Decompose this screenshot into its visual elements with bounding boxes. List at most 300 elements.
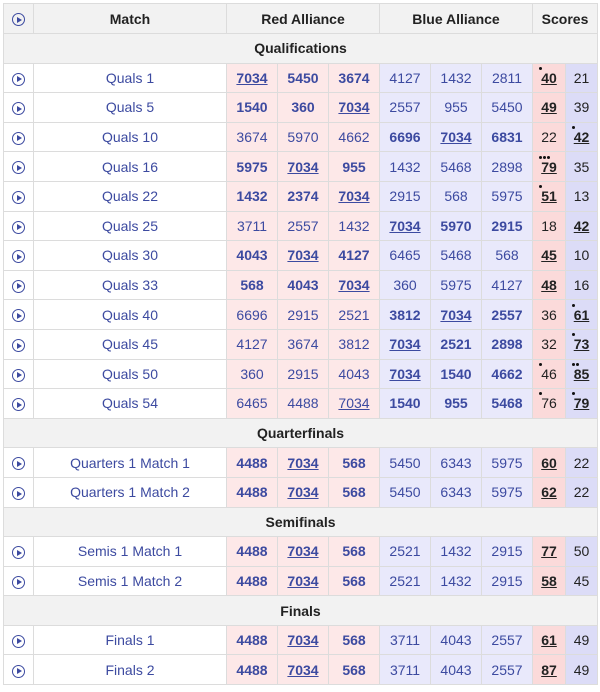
team-number-link[interactable]: 4488 bbox=[287, 395, 319, 412]
red-score: 18 bbox=[541, 217, 557, 234]
red-score: 76 bbox=[541, 395, 557, 411]
red-score: 60 bbox=[541, 454, 557, 471]
match-name-link[interactable]: Quals 30 bbox=[34, 241, 227, 271]
play-cell[interactable] bbox=[4, 655, 34, 685]
team-number-link[interactable]: 7034 bbox=[287, 247, 319, 264]
red-team-cell bbox=[329, 477, 380, 507]
red-team-cell bbox=[278, 477, 329, 507]
match-name-link[interactable]: Quals 45 bbox=[34, 329, 227, 359]
play-circle-icon[interactable] bbox=[12, 250, 25, 263]
team-number-link[interactable]: 5468 bbox=[440, 247, 472, 264]
red-team-cell bbox=[278, 329, 329, 359]
team-number-link[interactable]: 568 bbox=[240, 277, 264, 294]
team-number-link[interactable]: 4662 bbox=[491, 365, 523, 382]
table-header-row bbox=[4, 4, 598, 34]
blue-score-cell bbox=[566, 181, 598, 211]
red-score-cell bbox=[533, 448, 566, 478]
team-number-link[interactable]: 7034 bbox=[440, 306, 472, 323]
team-number-link[interactable]: 1432 bbox=[389, 158, 421, 175]
blue-team-cell bbox=[482, 329, 533, 359]
table-row bbox=[4, 300, 598, 330]
play-cell[interactable] bbox=[4, 181, 34, 211]
team-number-link[interactable]: 2521 bbox=[338, 306, 370, 323]
team-number-link[interactable]: 6343 bbox=[440, 454, 472, 471]
team-number-link[interactable]: 4488 bbox=[236, 572, 268, 589]
play-circle-icon[interactable] bbox=[12, 457, 25, 470]
play-cell[interactable] bbox=[4, 152, 34, 182]
red-score: 61 bbox=[541, 632, 557, 649]
blue-team-cell bbox=[431, 300, 482, 330]
team-number-link[interactable]: 568 bbox=[342, 661, 366, 678]
red-team-cell bbox=[329, 122, 380, 152]
team-number-link[interactable]: 2811 bbox=[491, 69, 523, 86]
red-score: 49 bbox=[541, 99, 557, 116]
team-number-link[interactable]: 3711 bbox=[236, 217, 268, 234]
team-number-link[interactable]: 6465 bbox=[236, 395, 268, 412]
team-number-link[interactable]: 2915 bbox=[389, 188, 421, 205]
play-circle-icon[interactable] bbox=[12, 73, 25, 86]
red-score-cell bbox=[533, 537, 566, 567]
match-name-link[interactable]: Quals 10 bbox=[34, 122, 227, 152]
play-cell[interactable] bbox=[4, 329, 34, 359]
match-name-link[interactable]: Quals 5 bbox=[34, 93, 227, 123]
team-number-link[interactable]: 568 bbox=[495, 247, 519, 264]
blue-team-cell bbox=[380, 241, 431, 271]
play-circle-icon[interactable] bbox=[12, 309, 25, 322]
team-number-link[interactable]: 5970 bbox=[440, 217, 472, 234]
blue-score-cell bbox=[566, 122, 598, 152]
red-score-cell bbox=[533, 122, 566, 152]
team-number-link[interactable]: 955 bbox=[444, 395, 468, 412]
play-circle-icon[interactable] bbox=[12, 369, 25, 382]
blue-score: 22 bbox=[573, 484, 590, 501]
indicator-dot bbox=[572, 392, 575, 395]
team-number-link[interactable]: 1432 bbox=[440, 572, 472, 589]
blue-score: 42 bbox=[573, 217, 590, 234]
header-match: Match bbox=[34, 4, 227, 34]
match-name-link[interactable]: Semis 1 Match 2 bbox=[34, 566, 227, 596]
team-number-link[interactable]: 5975 bbox=[491, 484, 523, 501]
play-circle-icon[interactable] bbox=[12, 339, 25, 352]
match-name-link[interactable]: Quarters 1 Match 1 bbox=[34, 448, 227, 478]
team-number-link[interactable]: 7034 bbox=[338, 395, 370, 412]
red-score: 32 bbox=[541, 336, 557, 353]
play-cell[interactable] bbox=[4, 566, 34, 596]
team-number-link[interactable]: 1432 bbox=[440, 543, 472, 560]
team-number-link[interactable]: 4127 bbox=[236, 336, 268, 353]
table-row bbox=[4, 181, 598, 211]
team-number-link[interactable]: 3812 bbox=[389, 306, 421, 323]
table-row bbox=[4, 93, 598, 123]
blue-score-cell bbox=[566, 448, 598, 478]
blue-team-cell bbox=[482, 241, 533, 271]
team-number-link[interactable]: 4127 bbox=[491, 277, 523, 294]
blue-team-cell bbox=[431, 93, 482, 123]
red-team-cell bbox=[227, 477, 278, 507]
team-number-link[interactable]: 2521 bbox=[389, 572, 421, 589]
blue-team-cell bbox=[431, 63, 482, 93]
team-number-link[interactable]: 5450 bbox=[287, 69, 319, 86]
blue-score: 42 bbox=[574, 129, 590, 145]
team-number-link[interactable]: 5975 bbox=[491, 188, 523, 205]
blue-score: 35 bbox=[573, 158, 590, 175]
team-number-link[interactable]: 2557 bbox=[491, 632, 523, 649]
blue-team-cell bbox=[380, 300, 431, 330]
team-number-link[interactable]: 7034 bbox=[287, 572, 319, 589]
blue-score: 73 bbox=[574, 336, 590, 352]
team-number-link[interactable]: 1432 bbox=[236, 188, 268, 205]
team-number-link[interactable]: 7034 bbox=[389, 365, 421, 382]
play-circle-icon[interactable] bbox=[12, 546, 25, 559]
play-circle-icon[interactable] bbox=[12, 161, 25, 174]
team-number-link[interactable]: 4127 bbox=[338, 247, 370, 264]
team-number-link[interactable]: 3674 bbox=[236, 129, 268, 146]
blue-team-cell bbox=[482, 655, 533, 685]
team-number-link[interactable]: 4488 bbox=[236, 543, 268, 560]
team-number-link[interactable]: 5975 bbox=[236, 158, 268, 175]
blue-score: 85 bbox=[574, 366, 590, 382]
blue-score-cell bbox=[566, 566, 598, 596]
blue-team-cell bbox=[380, 537, 431, 567]
team-number-link[interactable]: 2898 bbox=[491, 336, 523, 353]
red-score-cell bbox=[533, 477, 566, 507]
table-row bbox=[4, 152, 598, 182]
indicator-dot bbox=[543, 156, 546, 159]
team-number-link[interactable]: 6465 bbox=[389, 247, 421, 264]
team-number-link[interactable]: 360 bbox=[291, 99, 315, 116]
play-circle-icon[interactable] bbox=[12, 665, 25, 678]
team-number-link[interactable]: 5450 bbox=[389, 454, 421, 471]
team-number-link[interactable]: 2521 bbox=[389, 543, 421, 560]
red-team-cell bbox=[227, 359, 278, 389]
blue-team-cell bbox=[431, 655, 482, 685]
red-team-cell bbox=[227, 448, 278, 478]
match-name-link[interactable]: Quarters 1 Match 2 bbox=[34, 477, 227, 507]
red-team-cell bbox=[329, 300, 380, 330]
team-number-link[interactable]: 2915 bbox=[287, 365, 319, 382]
blue-team-cell bbox=[431, 477, 482, 507]
match-name-link[interactable]: Quals 16 bbox=[34, 152, 227, 182]
red-score: 58 bbox=[541, 572, 557, 589]
team-number-link[interactable]: 955 bbox=[444, 99, 468, 116]
team-number-link[interactable]: 4488 bbox=[236, 632, 268, 649]
blue-score: 45 bbox=[573, 572, 590, 589]
blue-team-cell bbox=[431, 625, 482, 655]
team-number-link[interactable]: 4043 bbox=[440, 661, 472, 678]
table-row bbox=[4, 359, 598, 389]
blue-score: 10 bbox=[573, 247, 590, 264]
red-team-cell bbox=[329, 359, 380, 389]
red-team-cell bbox=[329, 63, 380, 93]
team-number-link[interactable]: 7034 bbox=[389, 217, 421, 234]
blue-team-cell bbox=[380, 359, 431, 389]
red-team-cell bbox=[329, 211, 380, 241]
blue-score-cell bbox=[566, 93, 598, 123]
blue-score: 61 bbox=[574, 307, 590, 323]
team-number-link[interactable]: 5975 bbox=[491, 454, 523, 471]
blue-team-cell bbox=[380, 270, 431, 300]
team-number-link[interactable]: 4043 bbox=[440, 632, 472, 649]
table-row bbox=[4, 477, 598, 507]
team-number-link[interactable]: 360 bbox=[393, 277, 417, 294]
table-row bbox=[4, 566, 598, 596]
play-cell[interactable] bbox=[4, 63, 34, 93]
team-number-link[interactable]: 568 bbox=[342, 484, 366, 501]
blue-team-cell bbox=[380, 448, 431, 478]
team-number-link[interactable]: 7034 bbox=[389, 336, 421, 353]
match-name-link[interactable]: Quals 22 bbox=[34, 181, 227, 211]
team-number-link[interactable]: 3812 bbox=[338, 336, 370, 353]
team-number-link[interactable]: 2557 bbox=[389, 99, 421, 116]
play-cell[interactable] bbox=[4, 359, 34, 389]
blue-team-cell bbox=[431, 537, 482, 567]
red-score: 51 bbox=[541, 188, 557, 204]
team-number-link[interactable]: 7034 bbox=[287, 661, 319, 678]
play-circle-icon[interactable] bbox=[12, 221, 25, 234]
blue-team-cell bbox=[431, 152, 482, 182]
play-cell[interactable] bbox=[4, 270, 34, 300]
blue-team-cell bbox=[431, 448, 482, 478]
red-team-cell bbox=[329, 448, 380, 478]
blue-score-cell bbox=[566, 152, 598, 182]
table-row bbox=[4, 211, 598, 241]
team-number-link[interactable]: 7034 bbox=[338, 277, 370, 294]
team-number-link[interactable]: 2915 bbox=[491, 543, 523, 560]
team-number-link[interactable]: 5975 bbox=[440, 277, 472, 294]
team-number-link[interactable]: 2557 bbox=[491, 661, 523, 678]
table-row bbox=[4, 270, 598, 300]
red-team-cell bbox=[227, 270, 278, 300]
red-team-cell bbox=[278, 359, 329, 389]
team-number-link[interactable]: 1540 bbox=[236, 99, 268, 116]
team-number-link[interactable]: 2915 bbox=[491, 572, 523, 589]
play-cell[interactable] bbox=[4, 625, 34, 655]
team-number-link[interactable]: 3711 bbox=[389, 661, 421, 678]
play-cell[interactable] bbox=[4, 122, 34, 152]
play-circle-icon[interactable] bbox=[12, 635, 25, 648]
match-name-link[interactable]: Quals 54 bbox=[34, 389, 227, 419]
team-number-link[interactable]: 4488 bbox=[236, 454, 268, 471]
match-name-link[interactable]: Quals 50 bbox=[34, 359, 227, 389]
blue-team-cell bbox=[482, 152, 533, 182]
blue-score-cell bbox=[566, 537, 598, 567]
section-title: Quarterfinals bbox=[4, 418, 598, 448]
blue-score: 13 bbox=[573, 188, 590, 205]
play-cell[interactable] bbox=[4, 448, 34, 478]
team-number-link[interactable]: 7034 bbox=[236, 69, 268, 86]
red-team-cell bbox=[227, 389, 278, 419]
team-number-link[interactable]: 568 bbox=[342, 543, 366, 560]
team-number-link[interactable]: 360 bbox=[240, 365, 264, 382]
team-number-link[interactable]: 4043 bbox=[338, 365, 370, 382]
team-number-link[interactable]: 2557 bbox=[287, 217, 319, 234]
table-row bbox=[4, 122, 598, 152]
team-number-link[interactable]: 5450 bbox=[491, 99, 523, 116]
red-score-cell bbox=[533, 181, 566, 211]
team-number-link[interactable]: 2374 bbox=[287, 188, 319, 205]
team-number-link[interactable]: 955 bbox=[342, 158, 366, 175]
team-number-link[interactable]: 5970 bbox=[287, 129, 319, 146]
blue-score-cell bbox=[566, 329, 598, 359]
play-circle-icon[interactable] bbox=[12, 132, 25, 145]
play-cell[interactable] bbox=[4, 211, 34, 241]
team-number-link[interactable]: 3711 bbox=[389, 632, 421, 649]
red-score: 48 bbox=[541, 277, 557, 294]
red-team-cell bbox=[278, 122, 329, 152]
play-circle-icon[interactable] bbox=[12, 576, 25, 589]
match-name-link[interactable]: Finals 1 bbox=[34, 625, 227, 655]
blue-team-cell bbox=[380, 211, 431, 241]
team-number-link[interactable]: 4662 bbox=[338, 129, 370, 146]
red-team-cell bbox=[278, 93, 329, 123]
team-number-link[interactable]: 568 bbox=[342, 632, 366, 649]
team-number-link[interactable]: 2915 bbox=[491, 217, 523, 234]
blue-team-cell bbox=[380, 329, 431, 359]
blue-score: 16 bbox=[573, 277, 590, 294]
play-circle-icon[interactable] bbox=[12, 102, 25, 115]
red-team-cell bbox=[278, 566, 329, 596]
red-score-cell bbox=[533, 625, 566, 655]
blue-score: 79 bbox=[574, 395, 590, 411]
match-name-link[interactable]: Quals 25 bbox=[34, 211, 227, 241]
red-score: 40 bbox=[541, 70, 557, 86]
blue-team-cell bbox=[431, 122, 482, 152]
play-circle-icon[interactable] bbox=[12, 13, 25, 26]
play-cell[interactable] bbox=[4, 477, 34, 507]
red-score-cell bbox=[533, 300, 566, 330]
blue-team-cell bbox=[482, 63, 533, 93]
play-circle-icon[interactable] bbox=[12, 398, 25, 411]
team-number-link[interactable]: 5450 bbox=[389, 484, 421, 501]
match-name-link[interactable]: Quals 33 bbox=[34, 270, 227, 300]
header-blue-alliance: Blue Alliance bbox=[380, 4, 533, 34]
team-number-link[interactable]: 2898 bbox=[491, 158, 523, 175]
red-team-cell bbox=[278, 655, 329, 685]
play-cell[interactable] bbox=[4, 537, 34, 567]
red-team-cell bbox=[329, 329, 380, 359]
team-number-link[interactable]: 7034 bbox=[338, 99, 370, 116]
blue-team-cell bbox=[380, 93, 431, 123]
team-number-link[interactable]: 4043 bbox=[236, 247, 268, 264]
red-team-cell bbox=[227, 625, 278, 655]
team-number-link[interactable]: 4127 bbox=[389, 69, 421, 86]
red-team-cell bbox=[329, 270, 380, 300]
play-cell[interactable] bbox=[4, 93, 34, 123]
red-team-cell bbox=[329, 625, 380, 655]
red-team-cell bbox=[227, 181, 278, 211]
team-number-link[interactable]: 568 bbox=[444, 188, 468, 205]
team-number-link[interactable]: 4488 bbox=[236, 484, 268, 501]
red-score-cell bbox=[533, 359, 566, 389]
red-score: 77 bbox=[541, 543, 557, 560]
play-circle-icon[interactable] bbox=[12, 280, 25, 293]
team-number-link[interactable]: 6343 bbox=[440, 484, 472, 501]
section-row bbox=[4, 507, 598, 537]
blue-team-cell bbox=[482, 93, 533, 123]
team-number-link[interactable]: 7034 bbox=[440, 129, 472, 146]
play-circle-icon[interactable] bbox=[12, 191, 25, 204]
team-number-link[interactable]: 7034 bbox=[287, 454, 319, 471]
play-cell[interactable] bbox=[4, 389, 34, 419]
header-red-alliance: Red Alliance bbox=[227, 4, 380, 34]
play-cell[interactable] bbox=[4, 241, 34, 271]
blue-team-cell bbox=[380, 63, 431, 93]
blue-score: 50 bbox=[573, 543, 590, 560]
blue-team-cell bbox=[431, 241, 482, 271]
red-team-cell bbox=[278, 211, 329, 241]
red-score: 79 bbox=[541, 159, 557, 175]
match-name-link[interactable]: Semis 1 Match 1 bbox=[34, 537, 227, 567]
play-cell[interactable] bbox=[4, 300, 34, 330]
red-score-cell bbox=[533, 93, 566, 123]
team-number-link[interactable]: 4488 bbox=[236, 661, 268, 678]
table-row bbox=[4, 329, 598, 359]
blue-score-cell bbox=[566, 655, 598, 685]
team-number-link[interactable]: 568 bbox=[342, 572, 366, 589]
team-number-link[interactable]: 7034 bbox=[287, 543, 319, 560]
match-name-link[interactable]: Quals 40 bbox=[34, 300, 227, 330]
team-number-link[interactable]: 7034 bbox=[338, 188, 370, 205]
red-team-cell bbox=[227, 300, 278, 330]
team-number-link[interactable]: 2915 bbox=[287, 306, 319, 323]
team-number-link[interactable]: 1540 bbox=[440, 365, 472, 382]
blue-team-cell bbox=[482, 537, 533, 567]
blue-team-cell bbox=[482, 389, 533, 419]
match-name-link[interactable]: Quals 1 bbox=[34, 63, 227, 93]
blue-team-cell bbox=[380, 181, 431, 211]
indicator-dot bbox=[539, 156, 542, 159]
team-number-link[interactable]: 4043 bbox=[287, 277, 319, 294]
table-row bbox=[4, 448, 598, 478]
indicator-dot bbox=[547, 156, 550, 159]
team-number-link[interactable]: 7034 bbox=[287, 158, 319, 175]
team-number-link[interactable]: 6696 bbox=[236, 306, 268, 323]
blue-score-cell bbox=[566, 625, 598, 655]
play-circle-icon[interactable] bbox=[12, 487, 25, 500]
team-number-link[interactable]: 3674 bbox=[338, 69, 370, 86]
header-play[interactable] bbox=[4, 4, 34, 34]
blue-score-cell bbox=[566, 389, 598, 419]
team-number-link[interactable]: 1540 bbox=[389, 395, 421, 412]
team-number-link[interactable]: 568 bbox=[342, 454, 366, 471]
team-number-link[interactable]: 2521 bbox=[440, 336, 472, 353]
red-team-cell bbox=[227, 655, 278, 685]
team-number-link[interactable]: 2557 bbox=[491, 306, 523, 323]
red-team-cell bbox=[278, 181, 329, 211]
team-number-link[interactable]: 3674 bbox=[287, 336, 319, 353]
team-number-link[interactable]: 5468 bbox=[491, 395, 523, 412]
team-number-link[interactable]: 7034 bbox=[287, 484, 319, 501]
blue-team-cell bbox=[380, 625, 431, 655]
team-number-link[interactable]: 1432 bbox=[440, 69, 472, 86]
team-number-link[interactable]: 1432 bbox=[338, 217, 370, 234]
match-name-link[interactable]: Finals 2 bbox=[34, 655, 227, 685]
red-team-cell bbox=[227, 211, 278, 241]
team-number-link[interactable]: 7034 bbox=[287, 632, 319, 649]
indicator-dot bbox=[539, 392, 542, 395]
table-row bbox=[4, 655, 598, 685]
header-scores: Scores bbox=[533, 4, 598, 34]
table-row bbox=[4, 389, 598, 419]
blue-team-cell bbox=[431, 329, 482, 359]
team-number-link[interactable]: 5468 bbox=[440, 158, 472, 175]
team-number-link[interactable]: 6696 bbox=[389, 129, 421, 146]
blue-team-cell bbox=[482, 477, 533, 507]
red-team-cell bbox=[278, 300, 329, 330]
red-team-cell bbox=[227, 152, 278, 182]
table-row bbox=[4, 63, 598, 93]
team-number-link[interactable]: 6831 bbox=[491, 129, 523, 146]
